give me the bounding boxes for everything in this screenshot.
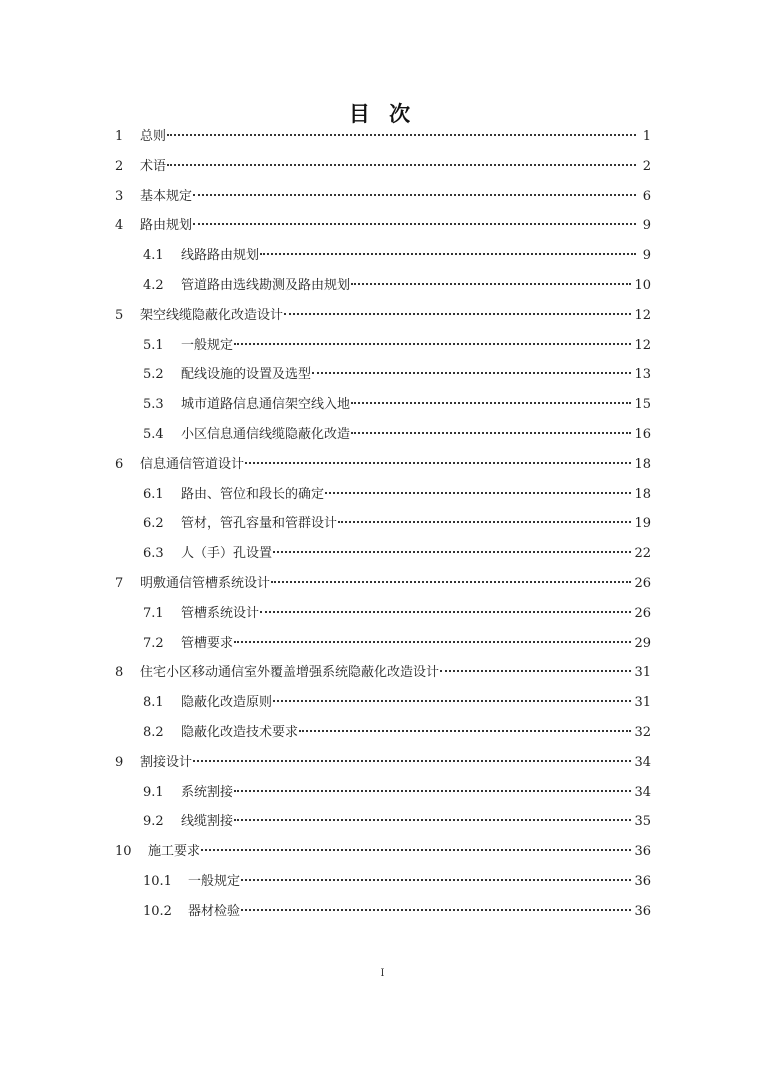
toc-entry[interactable] (115, 126, 651, 148)
toc-entry-number: 10.2 (143, 903, 172, 919)
toc-entry-number: 1 (115, 129, 124, 144)
toc-entry-label: 线路路由规划 (181, 248, 260, 264)
toc-entry[interactable] (115, 454, 651, 476)
toc-entry-number: 4.1 (143, 248, 164, 264)
toc-entry[interactable] (143, 901, 651, 923)
toc-entry-page: 9 (642, 248, 651, 264)
toc-entry-label: 路由规划 (140, 218, 193, 234)
page-number: I (380, 968, 385, 979)
toc-entry[interactable] (143, 275, 651, 297)
toc-title: 目 次 (348, 102, 417, 126)
toc-entry-label: 配线设施的设置及选型 (181, 367, 312, 383)
toc-entry-label: 路由、管位和段长的确定 (181, 486, 325, 502)
toc-leader-dots (273, 700, 631, 702)
toc-leader-dots (260, 253, 636, 255)
toc-leader-dots (351, 283, 631, 285)
toc-entry-number: 5.4 (143, 427, 164, 442)
toc-leader-dots (273, 551, 631, 553)
toc-entry-number: 6 (115, 456, 124, 472)
toc-leader-dots (201, 849, 631, 851)
toc-entry-number: 7.1 (143, 605, 164, 621)
toc-entry-label: 管材，管孔容量和管群设计 (181, 516, 338, 532)
toc-entry-page: 9 (642, 218, 651, 234)
toc-entry[interactable] (115, 573, 651, 595)
toc-entry-page: 34 (634, 784, 651, 800)
toc-leader-dots (193, 194, 636, 196)
toc-entry-page: 29 (634, 635, 651, 651)
toc-leader-dots (193, 760, 631, 762)
toc-entry-label: 施工要求 (148, 844, 201, 860)
toc-entry-number: 5.1 (143, 337, 164, 353)
toc-entry-page: 36 (634, 844, 651, 860)
toc-entry-label: 隐蔽化改造原则 (181, 695, 273, 711)
toc-entry-label: 城市道路信息通信架空线入地 (181, 397, 351, 413)
toc-entry-number: 8 (115, 665, 124, 681)
toc-entry[interactable] (143, 513, 651, 535)
toc-leader-dots (351, 402, 631, 404)
toc-entry[interactable] (143, 811, 651, 833)
toc-entry-label: 人（手）孔设置 (181, 546, 273, 562)
toc-entry-label: 器材检验 (188, 903, 241, 919)
toc-leader-dots (167, 164, 636, 166)
toc-leader-dots (234, 343, 631, 345)
toc-leader-dots (193, 223, 636, 225)
toc-entry-number: 3 (115, 188, 124, 204)
toc-entry[interactable] (115, 662, 651, 684)
toc-entry-label: 一般规定 (188, 874, 241, 889)
toc-entry[interactable] (143, 871, 651, 893)
toc-entry-page: 18 (634, 486, 651, 502)
toc-entry-number: 6.2 (143, 516, 164, 532)
toc-leader-dots (312, 372, 631, 374)
toc-entry-page: 26 (634, 605, 651, 621)
toc-entry-number: 9 (115, 754, 124, 770)
toc-entry-page: 12 (634, 337, 651, 353)
toc-entry[interactable] (115, 186, 651, 208)
toc-entry-number: 6.1 (143, 486, 164, 502)
toc-leader-dots (440, 670, 631, 672)
toc-entry-number: 10.1 (143, 874, 172, 889)
toc-entry[interactable] (143, 722, 651, 744)
toc-entry-number: 9.2 (143, 814, 164, 830)
toc-entry[interactable] (143, 782, 651, 804)
toc-entry-label: 总则 (140, 129, 167, 144)
toc-entry-label: 隐蔽化改造技术要求 (181, 725, 299, 740)
toc-entry[interactable] (143, 335, 651, 357)
toc-entry-page: 35 (634, 814, 651, 830)
toc-entry-number: 4 (115, 218, 124, 234)
toc-entry-label: 管槽要求 (181, 635, 234, 651)
toc-entry-label: 信息通信管道设计 (140, 456, 245, 472)
toc-leader-dots (234, 790, 631, 792)
toc-entry-page: 26 (634, 576, 651, 591)
toc-entry-page: 2 (642, 158, 651, 174)
toc-entry-label: 基本规定 (140, 188, 193, 204)
toc-entry-page: 19 (634, 516, 651, 532)
toc-entry[interactable] (115, 305, 651, 327)
toc-entry-number: 5 (115, 307, 124, 323)
toc-entry-label: 管槽系统设计 (181, 605, 260, 621)
toc-leader-dots (271, 581, 631, 583)
toc-entry[interactable] (143, 633, 651, 655)
toc-leader-dots (338, 521, 631, 523)
toc-leader-dots (245, 462, 631, 464)
toc-entry-label: 一般规定 (181, 337, 234, 353)
toc-entry[interactable] (143, 484, 651, 506)
toc-entry-number: 10 (115, 844, 132, 860)
toc-leader-dots (234, 819, 631, 821)
toc-entry[interactable] (143, 394, 651, 416)
toc-entry-number: 4.2 (143, 278, 164, 293)
toc-entry[interactable] (143, 603, 651, 625)
toc-entry-page: 12 (634, 307, 651, 323)
toc-entry-label: 管道路由选线勘测及路由规划 (181, 278, 351, 293)
toc-leader-dots (241, 909, 631, 911)
toc-entry[interactable] (143, 424, 651, 446)
toc-entry-label: 系统割接 (181, 784, 234, 800)
toc-entry-number: 5.2 (143, 367, 164, 383)
toc-entry-number: 2 (115, 158, 124, 174)
toc-entry-page: 32 (634, 725, 651, 740)
toc-entry[interactable] (143, 245, 651, 267)
toc-leader-dots (284, 313, 631, 315)
toc-leader-dots (167, 134, 636, 136)
toc-entry-page: 1 (642, 129, 651, 144)
toc-entry-number: 5.3 (143, 397, 164, 413)
toc-entry-page: 18 (634, 456, 651, 472)
toc-entry[interactable] (115, 215, 651, 237)
toc-entry[interactable] (115, 156, 651, 178)
toc-entry-page: 36 (634, 874, 651, 889)
toc-entry-page: 10 (634, 278, 651, 293)
toc-entry-page: 22 (634, 546, 651, 562)
toc-entry-number: 8.2 (143, 725, 164, 740)
toc-entry-number: 9.1 (143, 784, 164, 800)
toc-entry-page: 15 (634, 397, 651, 413)
toc-entry-page: 13 (634, 367, 651, 383)
toc-entry-label: 小区信息通信线缆隐蔽化改造 (181, 427, 351, 442)
toc-leader-dots (260, 611, 631, 613)
toc-entry-label: 术语 (140, 158, 167, 174)
toc-entry-page: 31 (634, 665, 651, 681)
toc-entry[interactable] (143, 364, 651, 386)
toc-entry-number: 6.3 (143, 546, 164, 562)
toc-leader-dots (325, 492, 631, 494)
toc-entry[interactable] (115, 841, 651, 863)
toc-entry-label: 线缆割接 (181, 814, 234, 830)
toc-entry[interactable] (143, 692, 651, 714)
toc-entry-page: 36 (634, 903, 651, 919)
toc-entry-page: 34 (634, 754, 651, 770)
toc-entry[interactable] (115, 752, 651, 774)
toc-entry-label: 住宅小区移动通信室外覆盖增强系统隐蔽化改造设计 (140, 665, 440, 681)
toc-leader-dots (234, 641, 631, 643)
toc-entry-number: 7 (115, 576, 124, 591)
toc-entry-page: 31 (634, 695, 651, 711)
toc-leader-dots (241, 879, 631, 881)
toc-leader-dots (299, 730, 631, 732)
toc-entry-label: 架空线缆隐蔽化改造设计 (140, 307, 284, 323)
toc-entry-label: 明敷通信管槽系统设计 (140, 576, 271, 591)
toc-entry-number: 7.2 (143, 635, 164, 651)
toc-entry-page: 6 (642, 188, 651, 204)
toc-entry[interactable] (143, 543, 651, 565)
toc-entry-page: 16 (634, 427, 651, 442)
toc-leader-dots (351, 432, 631, 434)
toc-entry-number: 8.1 (143, 695, 164, 711)
toc-entry-label: 割接设计 (140, 754, 193, 770)
